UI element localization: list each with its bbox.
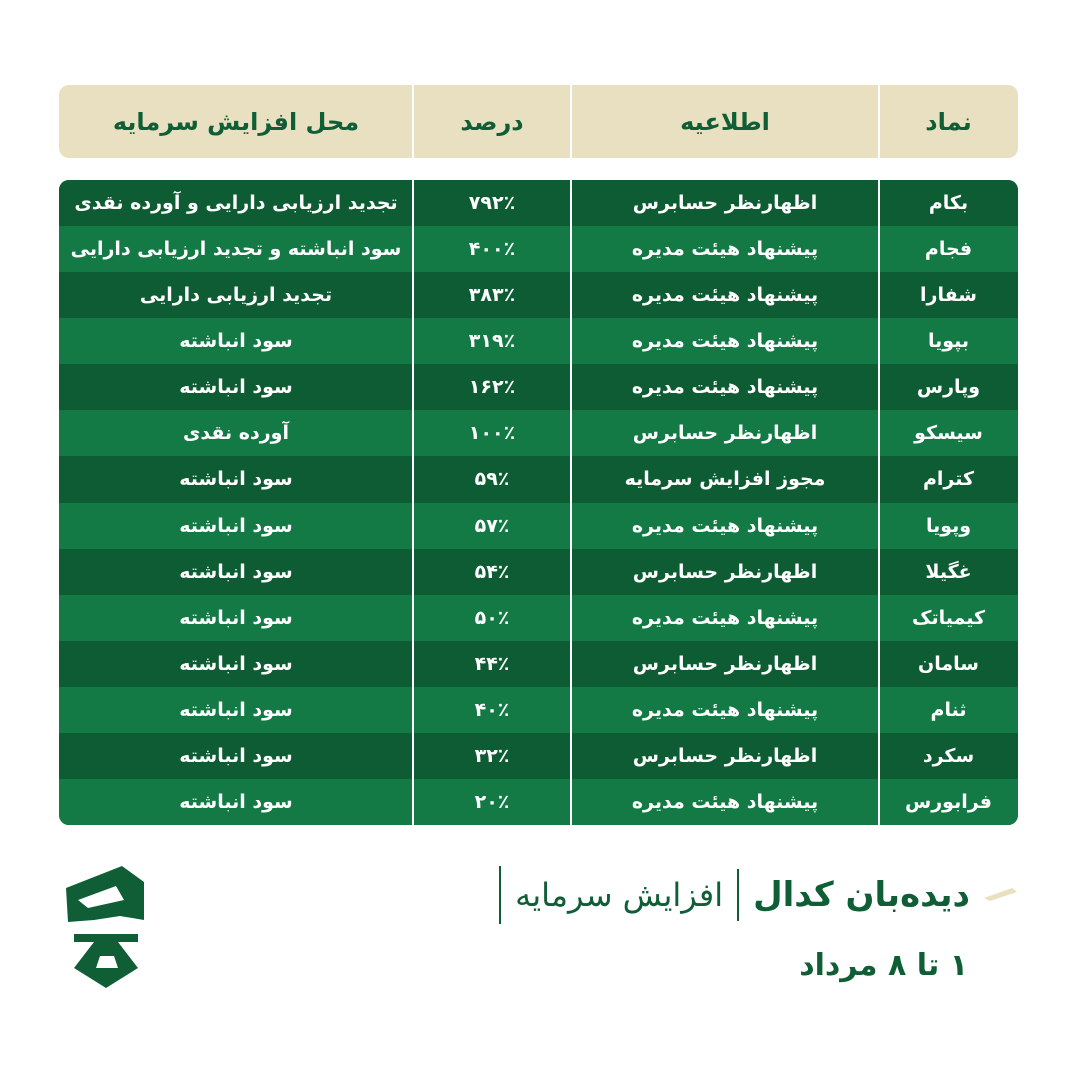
table-body (59, 180, 1018, 825)
cell-symbol: فرابورس (905, 790, 992, 813)
header-notice: اطلاعیه (680, 107, 770, 136)
cell-place: سود انباشته (179, 606, 293, 629)
date-range: ۱ تا ۸ مرداد (799, 948, 968, 983)
cell-place: سود انباشته (179, 790, 293, 813)
cell-symbol: سکرد (922, 744, 975, 767)
cell-symbol: سامان (918, 652, 979, 675)
table-row (59, 779, 1018, 825)
column-divider (878, 180, 880, 825)
cell-notice: پیشنهاد هیئت مدیره (631, 606, 819, 629)
cell-notice: پیشنهاد هیئت مدیره (631, 284, 819, 307)
cell-place: آورده نقدی (182, 422, 290, 445)
cell-symbol: کیمیاتک (911, 606, 986, 629)
cell-notice: اظهارنظر حسابرس (632, 560, 818, 583)
cell-place: سود انباشته (179, 330, 293, 353)
cell-percent: ۵۰٪ (474, 606, 510, 629)
table-row (59, 456, 1018, 502)
cell-percent: ۴۰۰٪ (468, 238, 516, 261)
table-row (59, 595, 1018, 641)
cell-notice: پیشنهاد هیئت مدیره (631, 514, 819, 537)
cell-symbol: سیسکو (914, 422, 983, 445)
header-place: محل افزایش سرمایه (112, 107, 360, 136)
cell-percent: ۳۱۹٪ (468, 330, 516, 353)
cell-place: سود انباشته (179, 560, 293, 583)
cell-percent: ۱۰۰٪ (468, 422, 516, 445)
header-percent: درصد (460, 107, 524, 136)
cell-percent: ۵۷٪ (474, 514, 510, 537)
table-row (59, 549, 1018, 595)
cell-place: تجدید ارزیابی دارایی و آورده نقدی (74, 192, 398, 215)
cell-symbol: شفارا (920, 284, 977, 307)
cell-notice: پیشنهاد هیئت مدیره (631, 330, 819, 353)
cell-notice: اظهارنظر حسابرس (632, 744, 818, 767)
cell-place: سود انباشته (179, 376, 293, 399)
column-divider (570, 180, 572, 825)
brand-title: دیده‌بان کدال (753, 875, 970, 915)
cell-symbol: فجام (924, 238, 973, 261)
cell-percent: ۱۶۲٪ (468, 376, 516, 399)
cell-percent: ۷۹۲٪ (468, 192, 516, 215)
cell-symbol: غگیلا (925, 560, 972, 583)
cell-place: سود انباشته (179, 652, 293, 675)
cell-percent: ۲۰٪ (474, 790, 510, 813)
kodal-logo-icon (64, 864, 148, 992)
table-header (59, 85, 1018, 158)
brand-subtitle: افزایش سرمایه (515, 876, 724, 914)
cell-notice: اظهارنظر حسابرس (632, 192, 818, 215)
column-divider (412, 180, 414, 825)
header-divider (570, 85, 572, 158)
cell-symbol: وپویا (925, 514, 972, 537)
header-divider (878, 85, 880, 158)
cell-place: سود انباشته (179, 744, 293, 767)
header-symbol: نماد (925, 107, 972, 136)
cell-percent: ۳۸۳٪ (468, 284, 516, 307)
cell-percent: ۴۰٪ (474, 698, 510, 721)
cell-symbol: کترام (922, 468, 975, 491)
cell-notice: مجوز افزایش سرمایه (624, 468, 826, 491)
cell-place: سود انباشته و تجدید ارزیابی دارایی (70, 238, 402, 261)
cell-notice: پیشنهاد هیئت مدیره (631, 238, 819, 261)
cell-percent: ۵۴٪ (474, 560, 510, 583)
cell-symbol: بپویا (927, 330, 970, 353)
brand-line (499, 865, 970, 925)
pen-stroke-icon (982, 886, 1018, 902)
table-row (59, 364, 1018, 410)
cell-symbol: ثنام (930, 698, 967, 721)
table-row (59, 503, 1018, 549)
cell-percent: ۵۹٪ (474, 468, 510, 491)
cell-notice: پیشنهاد هیئت مدیره (631, 790, 819, 813)
table-row (59, 687, 1018, 733)
table-row (59, 226, 1018, 272)
cell-symbol: وپارس (916, 376, 981, 399)
cell-place: سود انباشته (179, 514, 293, 537)
cell-place: تجدید ارزیابی دارایی (139, 284, 333, 307)
cell-percent: ۴۴٪ (474, 652, 510, 675)
cell-notice: پیشنهاد هیئت مدیره (631, 698, 819, 721)
table-row (59, 641, 1018, 687)
table-row (59, 180, 1018, 226)
cell-notice: اظهارنظر حسابرس (632, 652, 818, 675)
table-row (59, 410, 1018, 456)
cell-place: سود انباشته (179, 698, 293, 721)
cell-symbol: بکام (928, 192, 969, 215)
table-row (59, 733, 1018, 779)
header-divider (412, 85, 414, 158)
cell-notice: پیشنهاد هیئت مدیره (631, 376, 819, 399)
table-row (59, 272, 1018, 318)
brand-separator (737, 869, 739, 921)
table-row (59, 318, 1018, 364)
cell-notice: اظهارنظر حسابرس (632, 422, 818, 445)
brand-end-bar (499, 866, 501, 924)
cell-percent: ۳۲٪ (474, 744, 510, 767)
cell-place: سود انباشته (179, 468, 293, 491)
